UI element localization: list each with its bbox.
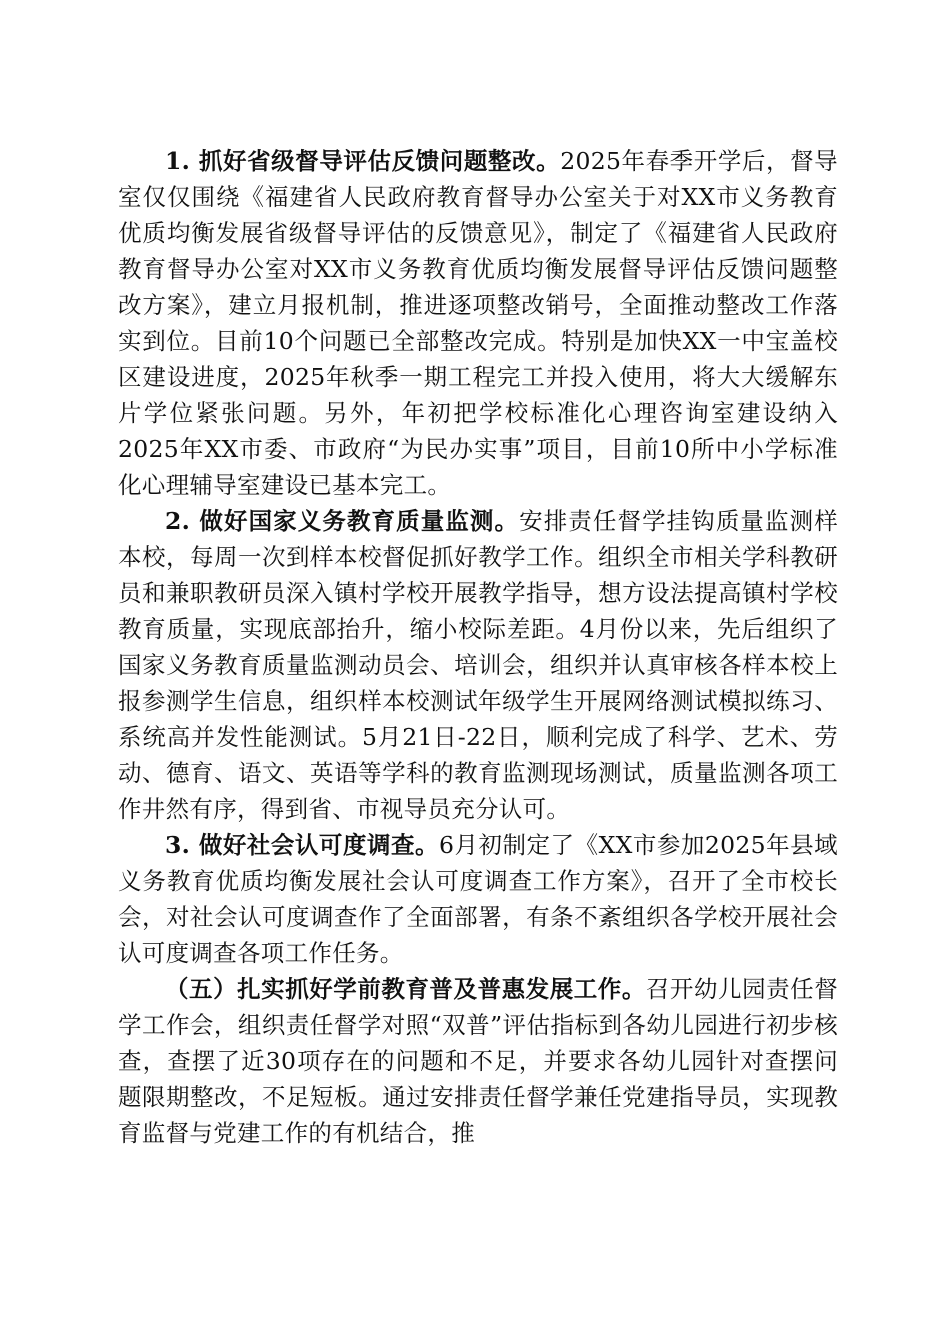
paragraph-1: [118, 143, 838, 503]
paragraph-3: [118, 827, 838, 971]
paragraph-4: [118, 971, 838, 1151]
paragraph-4-heading: （五）扎实抓好学前教育普及普惠发展工作。: [165, 975, 646, 1003]
paragraph-4-text: 召开幼儿园责任督学工作会，组织责任督学对照“双普”评估指标到各幼儿园进行初步核查，查摆了近30项存在的问题和不足，并要求各幼儿园针对查摆问题限期整改，不足短板。通过安排责任督学兼任党建指导员，实现教育监督与党建工作的有机结合，推: [118, 975, 838, 1147]
paragraph-3-heading: 3. 做好社会认可度调查。: [165, 831, 440, 859]
paragraph-2-heading: 2. 做好国家义务教育质量监测。: [165, 507, 520, 535]
paragraph-1-heading: 1. 抓好省级督导评估反馈问题整改。: [165, 147, 561, 175]
paragraph-1-text: 2025年春季开学后，督导室仅仅围绕《福建省人民政府教育督导办公室关于对XX市义务教育优质均衡发展省级督导评估的反馈意见》，制定了《福建省人民政府教育督导办公室对XX市义务教育优质均衡发展督导评估反馈问题整改方案》，建立月报机制，推进逐项整改销号，全面推动整改工作落实到位。目前10个问题已全部整改完成。特别是加快XX一中宝盖校区建设进度，2025年秋季一期工程完工并投入使用，将大大缓解东片学位紧张问题。另外，年初把学校标准化心理咨询室建设纳入2025年XX市委、市政府“为民办实事”项目，目前10所中小学标准化心理辅导室建设已基本完工。: [118, 147, 838, 499]
paragraph-3-text: 6月初制定了《XX市参加2025年县域义务教育优质均衡发展社会认可度调查工作方案》，召开了全市校长会，对社会认可度调查作了全面部署，有条不紊组织各学校开展社会认可度调查各项工作任务。: [118, 831, 838, 967]
paragraph-2: [118, 503, 838, 827]
paragraph-2-text: 安排责任督学挂钩质量监测样本校，每周一次到样本校督促抓好教学工作。组织全市相关学科教研员和兼职教研员深入镇村学校开展教学指导，想方设法提高镇村学校教育质量，实现底部抬升，缩小校际差距。4月份以来，先后组织了国家义务教育质量监测动员会、培训会，组织并认真审核各样本校上报参测学生信息，组织样本校测试年级学生开展网络测试模拟练习、系统高并发性能测试。5月21日-22日，顺利完成了科学、艺术、劳动、德育、语文、英语等学科的教育监测现场测试，质量监测各项工作井然有序，得到省、市视导员充分认可。: [118, 507, 839, 823]
document-body: [118, 143, 838, 1151]
